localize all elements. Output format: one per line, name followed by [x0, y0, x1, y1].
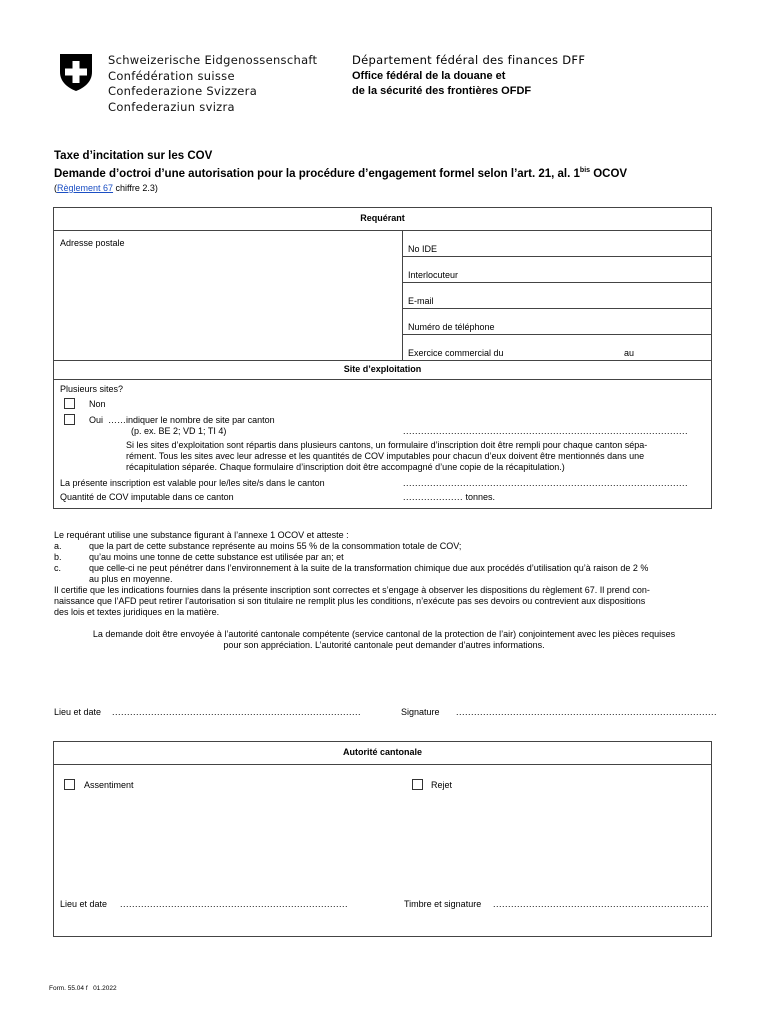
item-c-continuation: au plus en moyenne.: [89, 574, 173, 584]
fiscal-year-label: Exercice commercial du: [408, 348, 504, 358]
rejection-label: Rejet: [431, 780, 453, 790]
item-letter: c.: [54, 563, 62, 573]
voc-quantity-field[interactable]: ....................: [403, 492, 464, 502]
divider: [53, 379, 712, 380]
form-subtitle: [54, 167, 627, 180]
signature-field[interactable]: .......................................................................................: [456, 707, 718, 717]
fiscal-year-to-field[interactable]: [640, 343, 710, 359]
certify-line-3: des lois et textes juridiques en la matière.: [54, 607, 220, 617]
divider: [53, 360, 712, 361]
sites-note: [126, 440, 647, 473]
declaration-item: [54, 541, 714, 552]
no-label: Non: [89, 399, 106, 409]
authority-place-date-label: Lieu et date: [60, 899, 108, 909]
declaration-item: [54, 552, 714, 563]
declaration-item: [54, 563, 714, 574]
divider: [53, 230, 712, 231]
regulation-link[interactable]: Règlement 67: [57, 183, 114, 193]
confed-name-rm: Confederaziun svizra: [108, 99, 235, 114]
form-number: Form. 55.04 f 01.2022: [49, 985, 117, 992]
confed-name-fr: Confédération suisse: [108, 68, 235, 83]
sending-note: [54, 629, 714, 651]
subtitle-sup: bis: [579, 167, 591, 174]
divider: [402, 334, 712, 335]
canton-example: (p. ex. BE 2; VD 1; TI 4): [131, 426, 227, 436]
postal-address-field[interactable]: [54, 250, 401, 358]
voc-quantity: [403, 492, 495, 502]
sites-note-line-1: Si les sites d’exploitation sont répartis dans plusieurs cantons, un formulaire d’inscription doit être rempli pour chaque canton sépa-: [126, 440, 648, 450]
authority-heading: Autorité cantonale: [342, 747, 422, 757]
certify-line-1: Il certifie que les indications fournies dans la présente inscription sont correctes et s’engage à observer les dispositions du règlement 67. Il prend con-: [54, 585, 650, 595]
multiple-sites-question: Plusieurs sites?: [60, 384, 124, 394]
fiscal-year-from-field[interactable]: [522, 343, 622, 359]
rejection-checkbox[interactable]: [412, 779, 423, 790]
authority-place-date-field[interactable]: ............................................................................: [120, 899, 349, 909]
divider: [402, 230, 403, 360]
no-checkbox[interactable]: [64, 398, 75, 409]
yes-instruction: indiquer le nombre de site par canton: [126, 415, 275, 425]
department-name: Département fédéral des finances DFF: [352, 53, 586, 67]
sending-note-line-2: pour son appréciation. L’autorité cantonale peut demander d’autres informations.: [223, 640, 545, 650]
office-line-2: de la sécurité des frontières OFDF: [352, 85, 532, 97]
applicant-heading: Requérant: [360, 213, 405, 223]
form-title: Taxe d’incitation sur les COV: [54, 150, 213, 162]
fiscal-year-to-label: au: [624, 348, 635, 358]
email-label: E-mail: [408, 296, 434, 306]
valid-canton-field[interactable]: ...............................................................................................: [403, 478, 689, 488]
signature-label: Signature: [401, 707, 440, 717]
confederation-names: [108, 53, 317, 115]
item-text: qu’au moins une tonne de cette substance est utilisée par an; et: [89, 552, 344, 562]
divider: [402, 282, 712, 283]
stamp-signature-field[interactable]: ........................................................................: [493, 899, 710, 909]
yes-option: [89, 415, 275, 425]
voc-quantity-unit: tonnes.: [465, 492, 496, 502]
sending-note-line-1: La demande doit être envoyée à l’autorité cantonale compétente (service cantonal de la protection de l’air) conjointement avec les pièces requises: [92, 629, 676, 639]
office-line-1: Office fédéral de la douane et: [352, 69, 506, 82]
place-date-label: Lieu et date: [54, 707, 102, 717]
declaration: [54, 530, 714, 618]
ref-rest: chiffre 2.3): [113, 183, 158, 193]
yes-label: Oui: [89, 415, 104, 425]
sites-per-canton-field[interactable]: ...............................................................................................: [403, 426, 689, 436]
contact-field[interactable]: [470, 265, 710, 281]
stamp-signature-label: Timbre et signature: [404, 899, 482, 909]
ide-label: No IDE: [408, 244, 438, 254]
certify-line-2: naissance que l’AFD peut retirer l’autorisation si son titulaire ne remplit plus les conditions, n’exécute pas ses devoirs ou contrevient aux dispositions: [54, 596, 646, 606]
item-letter: b.: [54, 552, 62, 562]
subtitle-end: OCOV: [590, 168, 628, 180]
divider: [53, 764, 712, 765]
valid-canton-label: La présente inscription est valable pour le/les site/s dans le canton: [60, 478, 325, 488]
approval-label: Assentiment: [84, 780, 134, 790]
swiss-coat-of-arms-logo: [56, 52, 96, 92]
confed-name-de: Schweizerische Eidgenossenschaft: [108, 53, 318, 67]
yes-dots: ……: [108, 415, 127, 425]
approval-checkbox[interactable]: [64, 779, 75, 790]
subtitle-main: Demande d’octroi d’une autorisation pour la procédure d’engagement formel selon l’art. 21, al. 1: [54, 168, 580, 180]
site-heading: Site d’exploitation: [343, 364, 422, 374]
sites-note-line-3: récapitulation séparée. Chaque formulaire d’inscription doit être accompagné d’une copie de la récapitulation.): [126, 462, 565, 472]
confed-name-it: Confederazione Svizzera: [108, 84, 258, 98]
email-field[interactable]: [440, 291, 710, 307]
declaration-intro: Le requérant utilise une substance figurant à l’annexe 1 OCOV et atteste :: [54, 530, 349, 540]
item-text: que la part de cette substance représente au moins 55 % de la consommation totale de COV;: [89, 541, 462, 551]
divider: [402, 308, 712, 309]
office-header: [352, 53, 585, 100]
regulation-reference: [54, 183, 158, 193]
item-letter: a.: [54, 541, 62, 551]
sites-note-line-2: rément. Tous les sites avec leur adresse et les quantités de COV imputables pour chacun d’eux doivent être mentionnés dans une: [126, 451, 645, 461]
ide-field[interactable]: [450, 240, 710, 256]
phone-label: Numéro de téléphone: [408, 322, 495, 332]
phone-field[interactable]: [510, 317, 710, 333]
ref-open: (: [54, 183, 57, 193]
item-text: que celle-ci ne peut pénétrer dans l’environnement à la suite de la transformation chimique due aux procédés d’utilisation qu’à raison de 2 %: [89, 563, 649, 573]
yes-checkbox[interactable]: [64, 414, 75, 425]
postal-address-label: Adresse postale: [60, 238, 125, 248]
contact-label: Interlocuteur: [408, 270, 459, 280]
voc-quantity-label: Quantité de COV imputable dans ce canton: [60, 492, 234, 502]
divider: [402, 256, 712, 257]
place-date-field[interactable]: ...................................................................................: [112, 707, 362, 717]
